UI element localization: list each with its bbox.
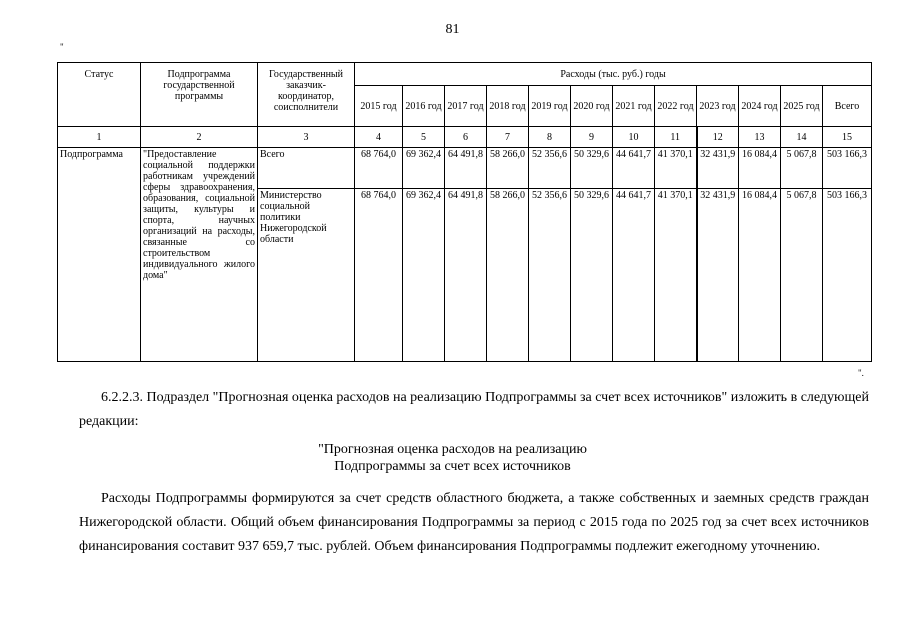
value-cell: 52 356,6 — [529, 148, 571, 189]
column-number: 4 — [355, 127, 403, 148]
header-year: 2017 год — [445, 86, 487, 127]
header-year: 2020 год — [571, 86, 613, 127]
paragraph-amendment-text: 6.2.2.3. Подраздел "Прогнозная оценка расходов на реализацию Подпрограммы за счет всех источников" изложить в следующей редакции: — [79, 390, 869, 429]
column-number: 1 — [58, 127, 141, 148]
column-number: 13 — [739, 127, 781, 148]
value-cell: 58 266,0 — [487, 189, 529, 362]
header-year: 2016 год — [403, 86, 445, 127]
status-cell: Подпрограмма — [58, 148, 141, 362]
executor-cell: Всего — [258, 148, 355, 189]
value-cell: 64 491,8 — [445, 148, 487, 189]
column-number: 14 — [781, 127, 823, 148]
page-number: 81 — [445, 22, 460, 37]
column-number: 9 — [571, 127, 613, 148]
header-year: 2015 год — [355, 86, 403, 127]
value-cell: 50 329,6 — [571, 148, 613, 189]
value-cell: 16 084,4 — [739, 189, 781, 362]
column-number: 7 — [487, 127, 529, 148]
table-row — [58, 148, 872, 189]
value-cell: 5 067,8 — [781, 148, 823, 189]
column-number: 8 — [529, 127, 571, 148]
paragraph-financing-text: Расходы Подпрограммы формируются за счет средств областного бюджета, а также собственных и заемных средств граждан Нижегородской области. Общий объем финансирования Подпрограммы за период с 2015 года по 2025 год за счет всех источников финансирования составит 937 659,7 тыс. рублей. Объем финансирования Подпрограммы подлежит ежегодному уточнению. — [79, 491, 869, 554]
value-cell: 41 370,1 — [655, 189, 697, 362]
header-year: 2022 год — [655, 86, 697, 127]
value-cell: 44 641,7 — [613, 148, 655, 189]
header-year: 2024 год — [739, 86, 781, 127]
paragraph-financing — [79, 487, 869, 559]
column-number: 11 — [655, 127, 697, 148]
header-year: 2018 год — [487, 86, 529, 127]
column-number: 15 — [823, 127, 872, 148]
value-cell: 5 067,8 — [781, 189, 823, 362]
section-heading-line-2: Подпрограммы за счет всех источников — [334, 459, 571, 474]
value-cell: 32 431,9 — [697, 148, 739, 189]
header-year: 2023 год — [697, 86, 739, 127]
column-number: 12 — [697, 127, 739, 148]
section-heading-line-1: "Прогнозная оценка расходов на реализацию — [318, 442, 587, 457]
value-cell: 503 166,3 — [823, 189, 872, 362]
header-status: Статус — [58, 63, 141, 127]
column-number: 5 — [403, 127, 445, 148]
column-number: 2 — [141, 127, 258, 148]
budget-table — [57, 62, 872, 362]
column-number: 10 — [613, 127, 655, 148]
value-cell: 50 329,6 — [571, 189, 613, 362]
header-subprogram: Подпрограмма государственной программы — [141, 63, 258, 127]
value-cell: 69 362,4 — [403, 189, 445, 362]
value-cell: 32 431,9 — [697, 189, 739, 362]
subprogram-name-cell: "Предоставление социальной поддержки работникам учреждений сферы здравоохранения, образования, социальной защиты, культуры и спорта, научных организаций на расходы, связанные со строительством индивидуального жилого дома" — [141, 148, 258, 362]
value-cell: 68 764,0 — [355, 148, 403, 189]
value-cell: 503 166,3 — [823, 148, 872, 189]
section-heading — [0, 441, 905, 475]
quote-close-mark: ". — [858, 368, 864, 378]
value-cell: 69 362,4 — [403, 148, 445, 189]
header-total: Всего — [823, 86, 872, 127]
column-number: 3 — [258, 127, 355, 148]
header-year: 2025 год — [781, 86, 823, 127]
value-cell: 44 641,7 — [613, 189, 655, 362]
value-cell: 58 266,0 — [487, 148, 529, 189]
header-customer: Государственный заказчик-координатор, соисполнители — [258, 63, 355, 127]
value-cell: 64 491,8 — [445, 189, 487, 362]
quote-open-mark: " — [60, 42, 64, 52]
value-cell: 68 764,0 — [355, 189, 403, 362]
executor-cell: Министерство социальной политики Нижегородской области — [258, 189, 355, 362]
header-year: 2019 год — [529, 86, 571, 127]
paragraph-amendment — [79, 386, 869, 434]
header-year: 2021 год — [613, 86, 655, 127]
header-expenses: Расходы (тыс. руб.) годы — [355, 63, 872, 86]
value-cell: 52 356,6 — [529, 189, 571, 362]
column-number: 6 — [445, 127, 487, 148]
value-cell: 16 084,4 — [739, 148, 781, 189]
value-cell: 41 370,1 — [655, 148, 697, 189]
